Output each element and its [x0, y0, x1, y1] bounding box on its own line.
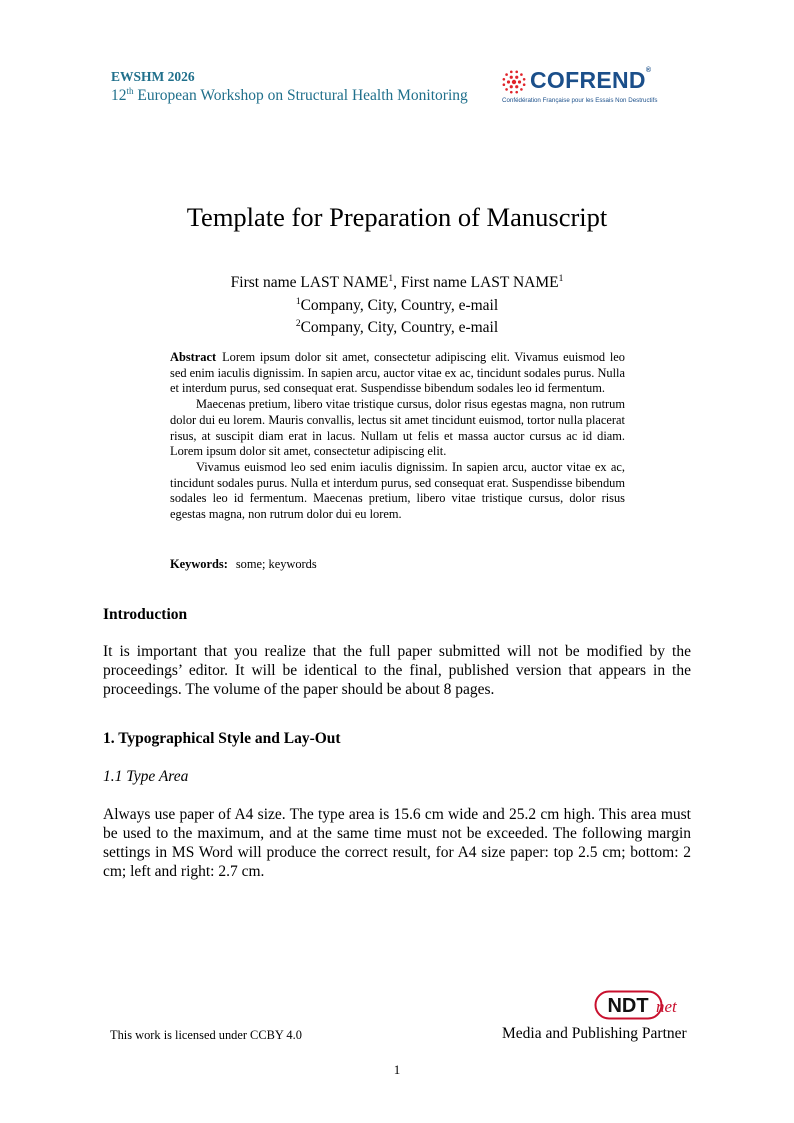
cofrend-dots-icon	[500, 68, 528, 96]
introduction-paragraph: It is important that you realize that the full paper submitted will not be modified by the proceedings’ editor. It will be identical to the final, published version that appears in the proceedings. The volume of the paper should be about 8 pages.	[103, 643, 691, 698]
author-name: First name LAST NAME	[400, 274, 559, 292]
abstract-paragraph: Vivamus euismod leo sed enim iaculis dignissim. In sapien arcu, auctor vitae ex ac, tincidunt sodales purus. Nulla et interdum purus, sed consequat erat. Suspendisse bibendum sodales leo id fermentum. Maecenas pretium, libero vitae tristique cursus, dolor risus egestas magna, non rutrum dolor dui eu lorem.	[170, 459, 625, 522]
affiliation-text: Company, City, Country, e-mail	[300, 319, 499, 337]
affiliation-text: Company, City, Country, e-mail	[300, 296, 499, 314]
abstract-paragraph: Maecenas pretium, libero vitae tristique cursus, dolor risus egestas magna, non rutrum dolor dui eu lorem. Mauris convallis, lectus sit amet tincidunt euismod, tortor nulla placerat risus, at suscipit diam erat in lacus. Nullam ut felis et massa auctor cursus ac id diam. Lorem ipsum dolor sit amet, consectetur adipiscing elit.	[170, 397, 625, 459]
affiliation-line	[0, 315, 794, 338]
cofrend-logo	[500, 68, 672, 110]
author-block	[0, 270, 794, 338]
author-line	[0, 270, 794, 293]
ndt-logo-suffix: net	[656, 997, 677, 1016]
conference-ordinal-suffix: th	[126, 86, 134, 96]
type-area-paragraph: Always use paper of A4 size. The type area is 15.6 cm wide and 25.2 cm high. This area must be used to the maximum, and at the same time must not be exceeded. The following margin settings in MS Word will produce the correct result, for A4 size paper: top 2.5 cm; bottom: 2 cm; left and right: 2.7 cm.	[103, 806, 691, 880]
affiliation-line	[0, 293, 794, 316]
partner-text: Media and Publishing Partner	[502, 1025, 687, 1042]
ndt-logo-main: NDT	[607, 995, 649, 1017]
paper-title: Template for Preparation of Manuscript	[186, 202, 608, 232]
affiliation-mark: 1	[295, 296, 301, 307]
abstract	[170, 350, 625, 523]
conference-name-text: European Workshop on Structural Health Monitoring	[133, 87, 468, 105]
conference-short-name: EWSHM 2026	[111, 69, 195, 84]
page-number: 1	[393, 1062, 401, 1077]
abstract-text: Lorem ipsum dolor sit amet, consectetur adipiscing elit. Vivamus euismod leo sed enim iaculis dignissim. In sapien arcu, auctor vitae ex ac, tincidunt sodales purus. Nulla et interdum purus, sed consequat erat. Suspendisse bibendum sodales leo id fermentum.	[170, 350, 625, 396]
subsection-1-1-heading: 1.1 Type Area	[103, 768, 189, 785]
cofrend-tagline: Confédération Française pour les Essais Non Destructifs	[502, 97, 658, 104]
abstract-paragraph	[170, 350, 625, 397]
introduction-heading: Introduction	[103, 606, 188, 623]
keywords	[170, 557, 317, 572]
author-affiliation-mark: 1	[558, 274, 564, 284]
author-affiliation-mark: 1	[388, 274, 394, 284]
ndt-net-logo	[594, 990, 686, 1020]
abstract-label: Abstract	[170, 350, 217, 364]
keywords-value: some; keywords	[235, 557, 317, 571]
conference-ordinal: 12	[111, 87, 127, 105]
affiliation-mark: 2	[295, 319, 301, 330]
conference-full-name	[111, 86, 468, 105]
keywords-label: Keywords:	[170, 557, 228, 571]
cofrend-wordmark: COFREND®	[530, 67, 652, 93]
author-separator: ,	[393, 274, 401, 292]
author-name: First name LAST NAME	[230, 274, 389, 292]
section-1-heading: 1. Typographical Style and Lay-Out	[103, 730, 341, 747]
license-text: This work is licensed under CCBY 4.0	[110, 1028, 302, 1042]
